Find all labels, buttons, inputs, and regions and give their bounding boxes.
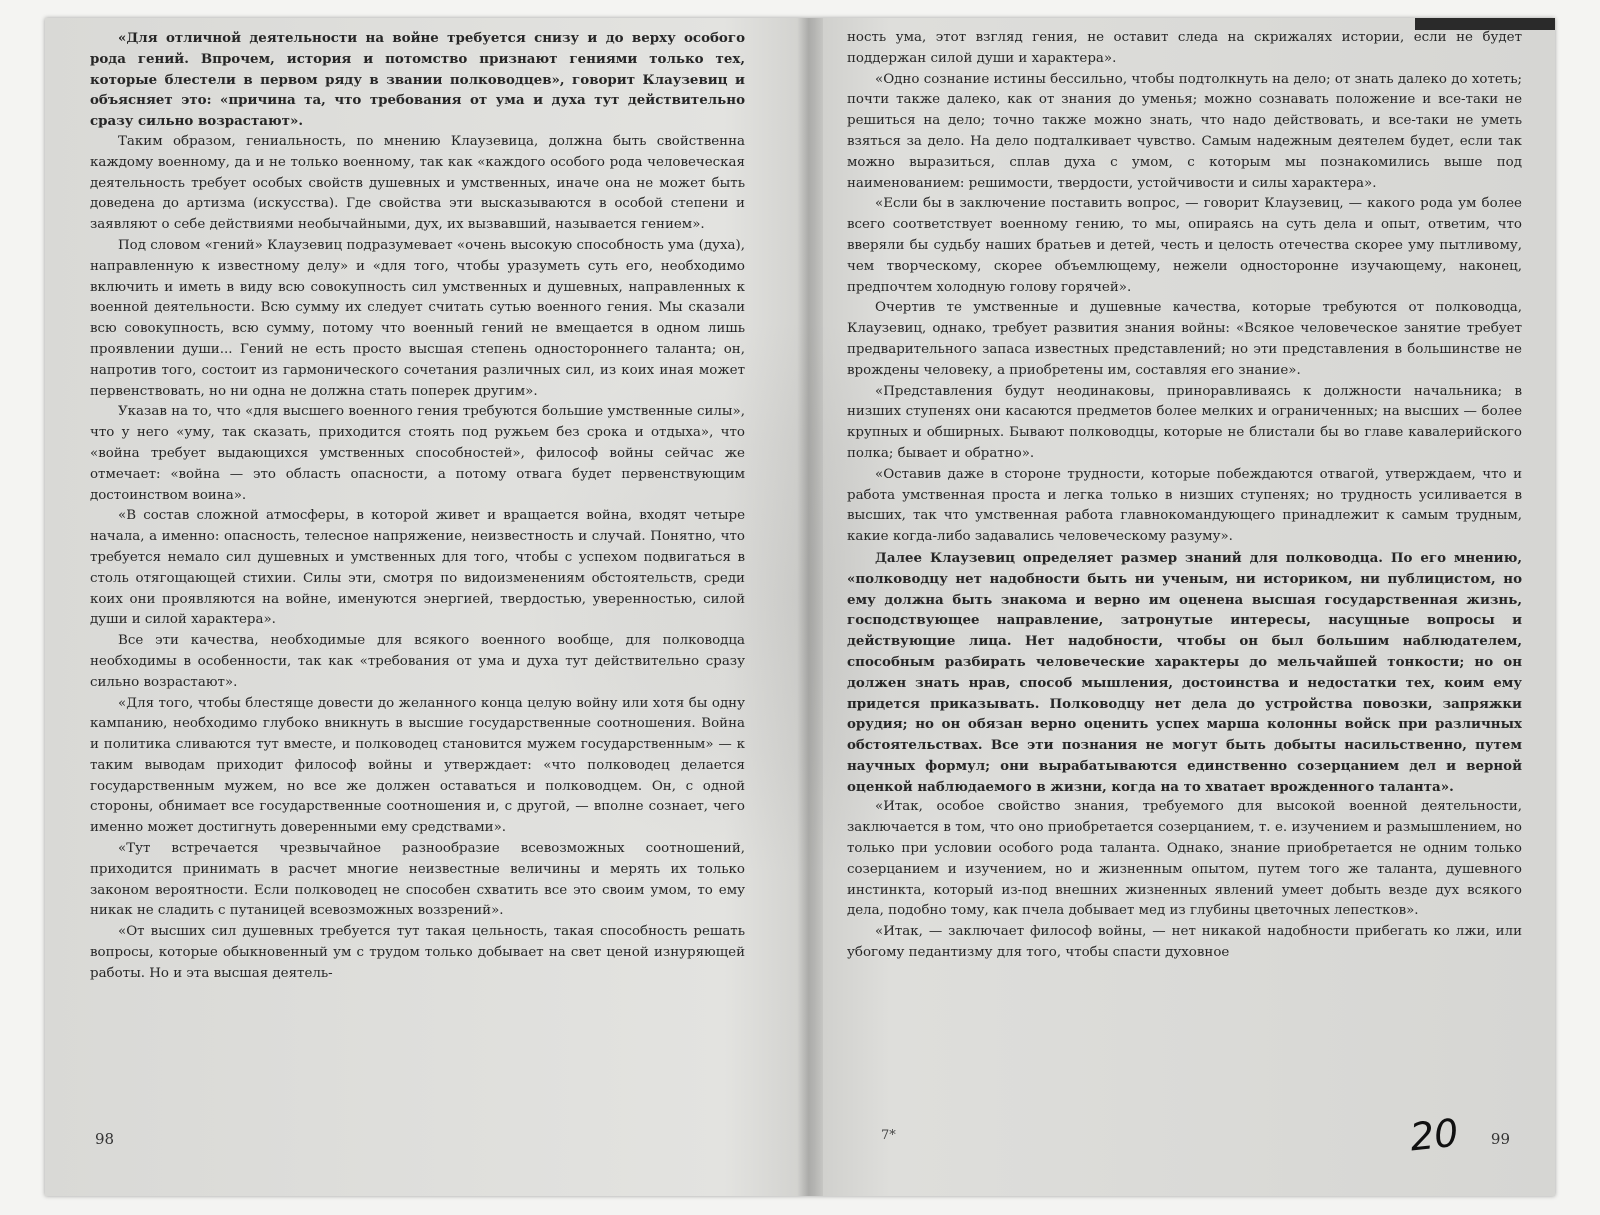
- paragraph: «Представления будут неодинаковы, приноравливаясь к должности начальника; в низших ступенях они касаются предметов более мелких и ограниченных; на высших — более крупных и обширных. Бывают полководцы, которые не блистали бы во главе кавалерийского полка; бывает и обратно».: [847, 383, 1522, 461]
- paragraph: «Для отличной деятельности на войне требуется снизу и до верху особого рода гений. Впрочем, история и потомство признают гениями только тех, которые блестели в первом ряду в звании полководцев», говорит Клаузевиц и объясняет это: «причина та, что требования от ума и духа тут действительно сразу сильно возрастают».: [90, 30, 745, 130]
- paragraph: ность ума, этот взгляд гения, не оставит следа на скрижалях истории, если не будет поддержан силой души и характера».: [847, 30, 1522, 66]
- paragraph: Указав на то, что «для высшего военного гения требуются большие умственные силы», что у него «уму, так сказать, приходится стоять под ружьем без срока и отдыха», что «война требует выдающихся умственных способностей», философ войны сейчас же отмечает: «война — это область опасности, а потому отвага будет первенствующим достоинством воина».: [90, 404, 745, 503]
- paragraph: Все эти качества, необходимые для всякого военного вообще, для полководца необходимы в особенности, так как «требования от ума и духа тут действительно сразу сильно возрастают».: [90, 633, 745, 690]
- book-gutter: [797, 18, 823, 1196]
- book-spread-photo: [45, 18, 1555, 1196]
- paragraph: «Оставив даже в стороне трудности, которые побеждаются отвагой, утверждаем, что и работа умственная проста и легка только в низших ступенях; но трудность усиливается в высших, так что умственная работа главнокомандующего принадлежит к самым трудным, какие когда-либо задавались человеческому разуму».: [847, 466, 1522, 545]
- paragraph: Далее Клаузевиц определяет размер знаний для полководца. По его мнению, «полководцу нет надобности быть ни ученым, ни историком, ни публицистом, но ему должна быть знакома и верно им оценена высшая государственная жизнь, господствующее направление, затронутые интересы, насущные вопросы и действующие лица. Нет надобности, чтобы он был большим наблюдателем, способным разбирать человеческие характеры до мельчайшей тонкости; но он должен знать нрав, способ мышления, достоинства и недостатки тех, коим ему придется приказывать. Полководцу нет дела до устройства повозки, запряжки орудия; но он обязан верно оценить успех марша колонны войск при различных обстоятельствах. Все эти познания не могут быть добыты насильственно, путем научных формул; они вырабатываются единственно созерцанием дел и верной оценкой наблюдаемого в жизни, когда на то хватает врожденного таланта».: [847, 549, 1522, 795]
- paragraph: «В состав сложной атмосферы, в которой живет и вращается война, входят четыре начала, а именно: опасность, телесное напряжение, неизвестность и случай. Понятно, что требуется немало сил душевных и умственных для того, чтобы с успехом подвигаться в столь отягощающей стихии. Силы эти, смотря по видоизменениям обстоятельств, среди коих они проявляются на войне, именуются энергией, твердостью, уверенностью, силой души и силой характера».: [90, 508, 745, 628]
- paragraph: «Тут встречается чрезвычайное разнообразие всевозможных соотношений, приходится принимать в расчет многие неизвестные величины и мерять их только законом вероятности. Если полководец не способен схватить все это своим умом, то ему никак не сладить с путаницей всевозможных воззрений».: [90, 841, 745, 919]
- right-page-number: 99: [1490, 1130, 1510, 1148]
- paragraph: «От высших сил душевных требуется тут такая цельность, такая способность решать вопросы, которые обыкновенный ум с трудом только добывает на свет ценой изнуряющей работы. Но и эта высшая деятель-: [90, 924, 745, 981]
- paragraph: «Итак, особое свойство знания, требуемого для высокой военной деятельности, заключается в том, что оно приобретается созерцанием, т. е. изучением и размышлением, но только при условии особого рода таланта. Однако, знание приобретается не одним только созерцанием и изучением, но и жизненным опытом, путем того же таланта, душевного инстинкта, который из-под внешних жизненных явлений умеет добыть везде дух всякого дела, подобно тому, как пчела добывает мед из глубины цветочных лепестков».: [847, 799, 1522, 919]
- right-page-text: [847, 28, 1522, 1178]
- paragraph: «Одно сознание истины бессильно, чтобы подтолкнуть на дело; от знать далеко до хотеть; почти также далеко, как от знания до уменья; можно сознавать положение и все-таки не решиться на дело; точно также можно знать, что надо действовать, и все-таки не уметь взяться за дело. На дело подталкивает чувство. Самым надежным деятелем будет, если так можно выразиться, сплав духа с умом, с которым мы познакомились выше под наименованием: решимости, твердости, устойчивости и силы характера».: [847, 71, 1522, 191]
- paragraph: «Если бы в заключение поставить вопрос, — говорит Клаузевиц, — какого рода ум более всего соответствует военному гению, то мы, опираясь на суть дела и опыт, ответим, что вверяли бы судьбу наших братьев и детей, честь и целость отечества скорее уму пытливому, чем творческому, скорее объемлющему, нежели одностороннe изучающему, наконец, предпочтем холодную голову горячей».: [847, 196, 1522, 295]
- paragraph: Очертив те умственные и душевные качества, которые требуются от полководца, Клаузевиц, однако, требует развития знания войны: «Всякое человеческое занятие требует предварительного запаса известных представлений; но эти представления в большинстве не врождены человеку, а приобретены им, составляя его знание».: [847, 300, 1522, 378]
- left-page-text: [90, 28, 745, 1178]
- paragraph: Таким образом, гениальность, по мнению Клаузевица, должна быть свойственна каждому военному, да и не только военному, так как «каждого особого рода человеческая деятельность требует особых свойств душевных и умственных, иначе она не может быть доведена до артизма (искусства). Где свойства эти высказываются в особой степени и заявляют о себе действиями необычайными, дух, их вызвавший, называется гением».: [90, 133, 745, 233]
- paragraph: «Для того, чтобы блестяще довести до желанного конца целую войну или хотя бы одну кампанию, необходимо глубоко вникнуть в высшие государственные соотношения. Война и политика сливаются тут вместе, и полководец становится мужем государственным» — к таким выводам приходит философ войны и утверждает: «что полководец делается государственным мужем, но все же должен оставаться и полководцем. Он, с одной стороны, обнимает все государственные соотношения и, с другой, — вполне сознает, чего именно может достигнуть доверенными ему средствами».: [90, 695, 745, 836]
- paragraph: «Итак, — заключает философ войны, — нет никакой надобности прибегать ко лжи, или убогому педантизму для того, чтобы спасти духовное: [847, 924, 1522, 961]
- paragraph: Под словом «гений» Клаузевиц подразумевает «очень высокую способность ума (духа), направленную к известному делу» и «для того, чтобы уразуметь суть его, необходимо включить и иметь в виду всю совокупность сил умственных и душевных, направленных к военной деятельности. Всю сумму их следует считать сутью военного гения. Мы сказали всю совокупность, всю сумму, потому что военный гений не вмещается в одном лишь проявлении души... Гений не есть просто высшая степень одностороннего таланта; он, напротив того, состоит из гармонического сочетания различных сил, из коих иная может первенствовать, но ни одна не должна стать поперек другим».: [90, 237, 745, 399]
- printer-signature-mark: 7*: [881, 1128, 896, 1143]
- handwritten-number: 20: [1407, 1110, 1461, 1160]
- left-page-number: 98: [95, 1130, 115, 1148]
